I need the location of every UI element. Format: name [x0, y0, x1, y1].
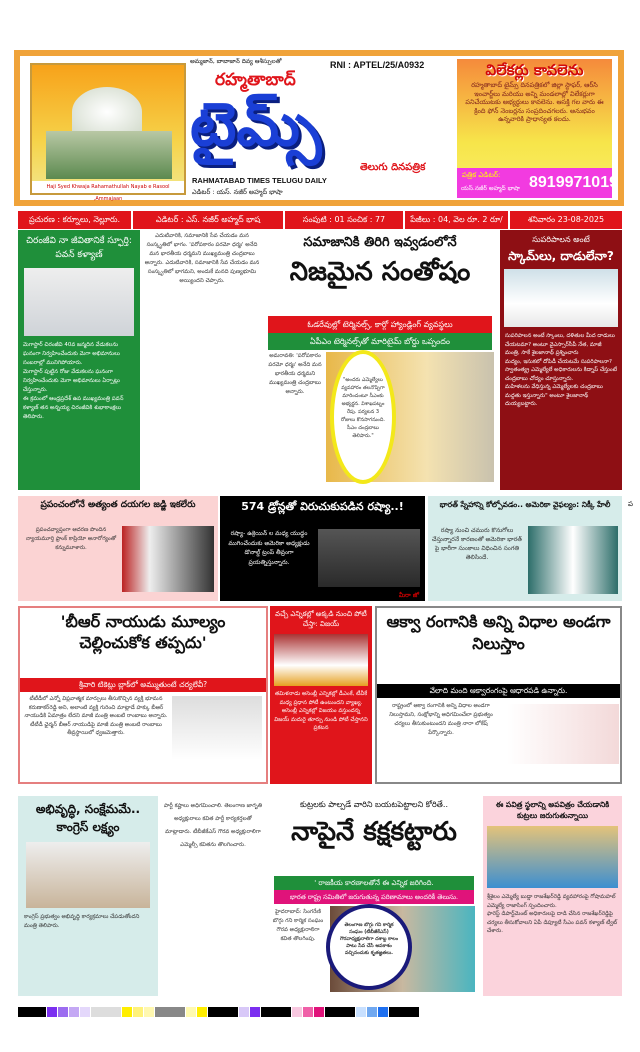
strip-red: ఓడరేవుల్లో టెర్మినల్స్, కార్గో హ్యాండ్లింగ్ వ్యవస్థలు	[268, 316, 492, 333]
editor-line: ఎడిటర్ : యస్. నజీర్ అహ్మద్ భాషా	[192, 188, 283, 196]
paragraph: టీటీడీ ఛైర్మన్ బీఆర్ నాయుడిపై మాజీ మంత్రి అంబటి రాంబాబు తీవ్రస్థాయిలో ధ్వజమెత్తారు.	[30, 721, 162, 736]
story-haley	[428, 496, 622, 601]
body	[23, 695, 169, 738]
color-swatch	[250, 1007, 260, 1017]
ad-title: విలేకర్లు కావలెను	[485, 61, 584, 79]
headline: నిజమైన సంతోషం	[289, 257, 471, 287]
dome-shape	[72, 87, 142, 137]
story-pawan	[18, 230, 140, 490]
ad-text: రహ్మతాబాద్ టైమ్స్ దినపత్రికలో జిల్లా స్టాఫర్, ఆర్‌సి ఇంచార్జ్‌లు మరియు అన్ని మండలాల్లో విలేకర్లుగా పనిచేయుటకు అభ్యర్థులు కావలెను. ఆసక్తి గల వారు ఈ క్రింది ఫోన్ నెంబర్లను సంప్రదించగలరు. అనుభవం ఉన్నవారికి ప్రాధాన్యత కలదు.	[465, 81, 604, 123]
headline: ప్రపంచంలోనే అత్యంత దయగల జడ్జి ఇకలేరు	[40, 500, 196, 510]
color-swatch	[133, 1007, 143, 1017]
headline: 'బీఆర్ నాయుడు మూల్యం చెల్లించుకోక తప్పదు'	[60, 612, 226, 652]
headline: అభివృద్ధి, సంక్షేమమే.. కాంగ్రెస్ లక్ష్యం	[35, 802, 141, 834]
contact-name: యస్.నజీర్ అహ్మద్ భాషా	[461, 185, 520, 192]
image-caption: Haji Syed Khwaja Rahamathullah Nayab e Rasool ,Ammajaan	[32, 181, 184, 193]
newspaper-title: టైమ్స్	[190, 90, 322, 160]
color-swatch	[69, 1007, 79, 1017]
story-lead	[262, 230, 498, 490]
body: రష్యా నుంచి చమురు కొనుగోలు చేస్తున్నారనే కారణంతో అమెరికా భారత్ పై భారీగా సుంకాలు విధించిన సంగతి తెలిసిందే.	[432, 527, 522, 561]
color-swatch	[58, 1007, 68, 1017]
bullet: మహిళలను వేధిస్తున్న ఎమ్మెల్యేలకు చంద్రబాబు మద్దతు ఇస్తున్నారు" అంటూ శైలజానాథ్ దుయ్యబట్టారు.	[505, 384, 603, 407]
info-editor: ఎడిటర్ : ఎస్. నజీర్ అహ్మద్ భాష	[133, 211, 283, 229]
byline: మీరా జో	[398, 592, 419, 599]
kicker: సుపరిపాలన అంటే	[532, 235, 590, 244]
color-swatch	[292, 1007, 302, 1017]
color-swatch	[91, 1007, 121, 1017]
recruitment-ad	[457, 59, 618, 198]
bullet: ఈ క్రమంలో ఆంధ్రప్రదేశ్ ఉప ముఖ్యమంత్రి పవన్ కళ్యాణ్ తన అన్నయ్య చిరంజీవికి శుభాకాంక్షలు తెలిపారు.	[23, 396, 124, 420]
edge-text: ప	[628, 500, 633, 508]
ambati-photo	[172, 696, 262, 760]
story-scams	[500, 230, 622, 490]
color-swatch	[186, 1007, 196, 1017]
info-pages-price: పేజీలు : 04, వెల రూ. 2 రూ/	[405, 211, 508, 229]
strip: శ్రీవారి టికెట్లు బ్లాక్‌లో అమ్ముతుంటే చర్యలేవీ?	[20, 678, 266, 692]
raja-photo	[487, 826, 618, 888]
story-vijay	[270, 606, 372, 784]
color-swatch	[389, 1007, 419, 1017]
story-congress	[18, 796, 158, 996]
rni-number: RNI : APTEL/25/A0932	[330, 60, 425, 70]
color-swatch	[122, 1007, 132, 1017]
lokesh-photo	[507, 704, 619, 764]
headline: చిరంజీవి నా జీవితానికే స్ఫూర్తి: పవన్ కళ్యాణ్	[26, 236, 132, 260]
english-name: RAHMATABAD TIMES TELUGU DAILY	[192, 176, 327, 185]
info-volume: సంపుటి : 01 సంచిక : 77	[285, 211, 403, 229]
dargah-image	[30, 63, 186, 202]
side-text: హైదరాబాద్: సింగరేణి బొగ్గు గని కార్మిక సంఘం గౌరవ అధ్యక్షురాలిగా కవిత తొలగింపు.	[272, 909, 324, 942]
info-date: శనివారం 23-08-2025	[510, 211, 622, 229]
color-swatch	[325, 1007, 355, 1017]
headline: నాపైనే కక్షకట్టారు	[291, 817, 457, 847]
strip-pink: భారత రాష్ట్ర సమితిలో జరుగుతున్న పరిణామాలు అందరికీ తెలుసు.	[274, 890, 474, 904]
bullet: మెగాస్టార్ పుట్టిన రోజు వేడుకలను ఘనంగా నిర్వహించేందుకు మెగా అభిమానులు ఏర్పాట్లు చేస్తున్నారు.	[23, 369, 120, 393]
story-aqua	[375, 606, 622, 784]
press-photo	[504, 269, 618, 327]
story-russia	[220, 496, 425, 601]
body: రష్యా- ఉక్రెయిన్ ల మధ్య యుద్ధం ముగించేందుకు అమెరికా అధ్యక్షుడు డొనాల్డ్ ట్రంప్ తీవ్రంగా ప్రయత్నిస్తున్నారు.	[228, 530, 310, 566]
body: తమిళనాడు అసెంబ్లీ ఎన్నికల్లో డీఎంకే, టీవీకే మధ్య ప్రధాన పోటీ ఉంటుందని వ్యాఖ్య. అసెంబ్లీ ఎన్నికల్లో విజయం వస్తుందన్న విజయ్ మదురై తూర్పు నుండి పోటీ చేస్తానని ప్రకటన	[274, 691, 368, 731]
color-swatch	[208, 1007, 238, 1017]
strip: వేలాది మంది ఆక్వారంగంపై ఆధారపడి ఉన్నారు.	[377, 684, 620, 698]
kicker: కుట్రలకు పాల్పడే వారిని బయటపెట్టాలని కోరితే..	[300, 800, 448, 809]
haley-photo	[528, 526, 618, 594]
war-photo	[318, 529, 420, 587]
building-shape	[46, 131, 172, 179]
story-column-2: ఎదుటివారికి, సమాజానికి సేవ చేయడం మన సంస్కృతిలో భాగం. 'పరోపకారం పరమో ధర్మః' అనేది మన భారతీయ ధర్మమని ముఖ్యమంత్రి చంద్రబాబు అన్నారు. ఎదుటివారికి, సమాజానికి సేవ చేయడం మన సంస్కృతిలో భాగమని, అందుకే మనది పుణ్యభూమి అయ్యిందని చెప్పారు.	[144, 233, 260, 284]
story-judge	[18, 496, 218, 601]
bullet: శ్రీశైలం ఎమ్మెల్యే బుడ్డా రాజశేఖర్‌రెడ్డి వ్యవహారంపై గోషామహల్ ఎమ్మెల్యే రాజాసింగ్ స్పందించారు.	[487, 894, 616, 909]
pawan-photo	[24, 268, 134, 336]
color-swatch	[314, 1007, 324, 1017]
info-publication: ప్రచురణ : కర్నూలు, నెల్లూరు.	[18, 211, 131, 229]
story-br-naidu	[18, 606, 268, 784]
color-swatch	[303, 1007, 313, 1017]
color-swatch	[197, 1007, 207, 1017]
headline: ఆక్వా రంగానికి అన్ని విధాల అండగా నిలుస్తాం	[386, 612, 611, 653]
color-swatch	[144, 1007, 154, 1017]
bullet: ఫారెస్ట్ డిపార్ట్‌మెంట్ అధికారులపై దాడి చేసిన రాజశేఖర్‌రెడ్డిపై చర్యలు తీసుకోవాలని ఏపీ డిప్యూటీ సీఎం పవన్ కళ్యాణ్ ట్వీట్ చేశారు.	[487, 911, 618, 934]
minister-photo	[26, 842, 150, 908]
side-text: అమరావతి: 'పరోపకారం పరమో ధర్మః' అనేది మన భారతీయ ధర్మమని ముఖ్యమంత్రి చంద్రబాబు అన్నారు.	[268, 353, 322, 395]
small-title: రహ్మతాబాద్	[215, 70, 296, 90]
judge-photo	[122, 526, 214, 592]
bullets	[483, 890, 622, 939]
tagline: అమ్మజాన్, బాబాజాన్ దివ్య ఆశీస్సులతో	[190, 58, 282, 65]
color-swatch	[47, 1007, 57, 1017]
color-swatch	[239, 1007, 249, 1017]
quote-oval: "అందరు ఎమ్మెల్యేలు వ్యవహారం తలనొప్పిగా మారిందంటూ సీఎంకు అభ్యర్థన. విశాఖపట్నం రేపు. పర్యటన 3 రోజులు కొనసాగనుంది. సీఎం చంద్రబాబు తెలిపారు."	[330, 350, 396, 484]
color-calibration-strip	[18, 1002, 622, 1012]
strip-green: ఏపీఎం టెర్మినల్స్‌తో మారిటైమ్ బోర్డు ఒప్పందం	[268, 333, 492, 350]
story-kavitha	[268, 796, 480, 996]
bullets	[18, 338, 140, 425]
ad-contact	[457, 168, 618, 198]
body: రాష్ట్రంలో ఆక్వా రంగానికి అన్ని విధాల అండగా నిలుస్తామని, సంక్షోభాన్ని అధిగమించేలా ప్రభుత్వం చర్యలు తీసుకుంటుందని మంత్రి నారా లోకేష్ పేర్కొన్నారు.	[389, 703, 493, 736]
color-swatch	[356, 1007, 366, 1017]
story-raja-singh	[483, 796, 622, 996]
contact-label: పత్రిక ఎడిటర్:	[462, 171, 501, 179]
color-swatch	[155, 1007, 185, 1017]
bullet: సుపరిపాలన అంటే స్కాంలు, దళితుల మీద దాడులు చేయటమా? అంటూ వైఎస్సార్‌సీపీ నేత, మాజీ మంత్రి, సాకే శైలజానాథ్ ప్రశ్నించారు	[505, 333, 615, 356]
headline: వచ్చే ఎన్నికల్లో అక్కడి నుంచి పోటీ చేస్తా: విజయ్	[275, 610, 367, 628]
subtitle: తెలుగు దినపత్రిక	[360, 162, 426, 173]
body: కాంగ్రెస్ ప్రభుత్వం అభివృద్ధి కార్యక్రమాలు చేపడుతోందని మంత్రి తెలిపారు.	[24, 914, 140, 929]
color-swatch	[378, 1007, 388, 1017]
color-swatch	[80, 1007, 90, 1017]
headline: స్కామ్‌లు, దాడులేనా?	[508, 249, 614, 263]
strip-green: ' రాజకీయ కారణాలతోనే ఈ ఎన్నిక జరిగింది.	[274, 876, 474, 890]
vijay-photo	[274, 634, 368, 686]
quote-circle: తెలంగాణ బొగ్గు గని కార్మిక సంఘం (టీబీజీకేఎస్) గౌరవాధ్యక్షురాలిగా దశాబ్ద కాలం పాటు సేవ చేసే అవకాశం వచ్చినందుకు కృతజ్ఞతలు.	[326, 904, 412, 990]
body: ప్రపంచవ్యాప్తంగా ఆదరణ పొందిన న్యాయమూర్తి ఫ్రాంక్ కాప్రియో అనారోగ్యంతో కన్నుమూశారు.	[25, 527, 117, 551]
color-swatch	[261, 1007, 291, 1017]
headline: భారత్ స్నేహాన్ని కోల్పోవడం.. అమెరికా వైఫల్యం: నిక్కీ హేలీ	[439, 500, 611, 509]
headline: 574 డ్రోన్లతో విరుచుకుపడిన రష్యా..!	[241, 500, 404, 513]
bullet: మద్యం, ఇసుకలో దోపిడీ చేయటమే సుపరిపాలనా? స్వాతంత్య్ర ఎమ్మెల్యేలే అధికారులను కిడ్నాప్ చేస్తుంటే చంద్రబాబు చోద్యం చూస్తున్నారు.	[505, 358, 617, 382]
bullets	[500, 329, 622, 412]
contact-phone: 8919971019	[529, 174, 618, 191]
color-swatch	[367, 1007, 377, 1017]
headline: ఈ పవిత్ర స్థలాన్ని అపవిత్రం చేయడానికి కుట్రలు జరుగుతున్నాయి	[495, 800, 610, 820]
story-column-4: పార్టీ కష్టాలు అధిగమించాలి. తెలంగాణ జాగృతి అధ్యక్షురాలు కవిత పార్టీ కార్యకర్తలతో మాట్లాడారు. టీబీజీకేఎస్ గౌరవ అధ్యక్షురాలిగా ఎమ్మెల్సీ కవితను తొలగించారు.	[163, 803, 263, 848]
color-swatch	[18, 1007, 46, 1017]
bullet: మెగాస్టార్ చిరంజీవి 40వ జన్మదిన వేడుకలను ఘనంగా నిర్వహించేందుకు మెగా అభిమానులు సంబరాల్లో మునిగిపోయారు.	[23, 342, 120, 366]
kicker: సమాజానికి తిరిగి ఇవ్వడంలోనే	[303, 235, 457, 250]
paragraph: టీటీడీలో ఎన్నో విప్లవాత్మక మార్పులు తీసుకొచ్చిన వ్యక్తి భూమన కరుణాకర్‌రెడ్డి అని, అలాంటి వ్యక్తి గురించి మాట్లాడే హక్కు బీఆర్ నాయుడికి ఏమాత్రం లేదని మాజీ మంత్రి అంబటి రాంబాబు అన్నారు.	[24, 696, 168, 719]
